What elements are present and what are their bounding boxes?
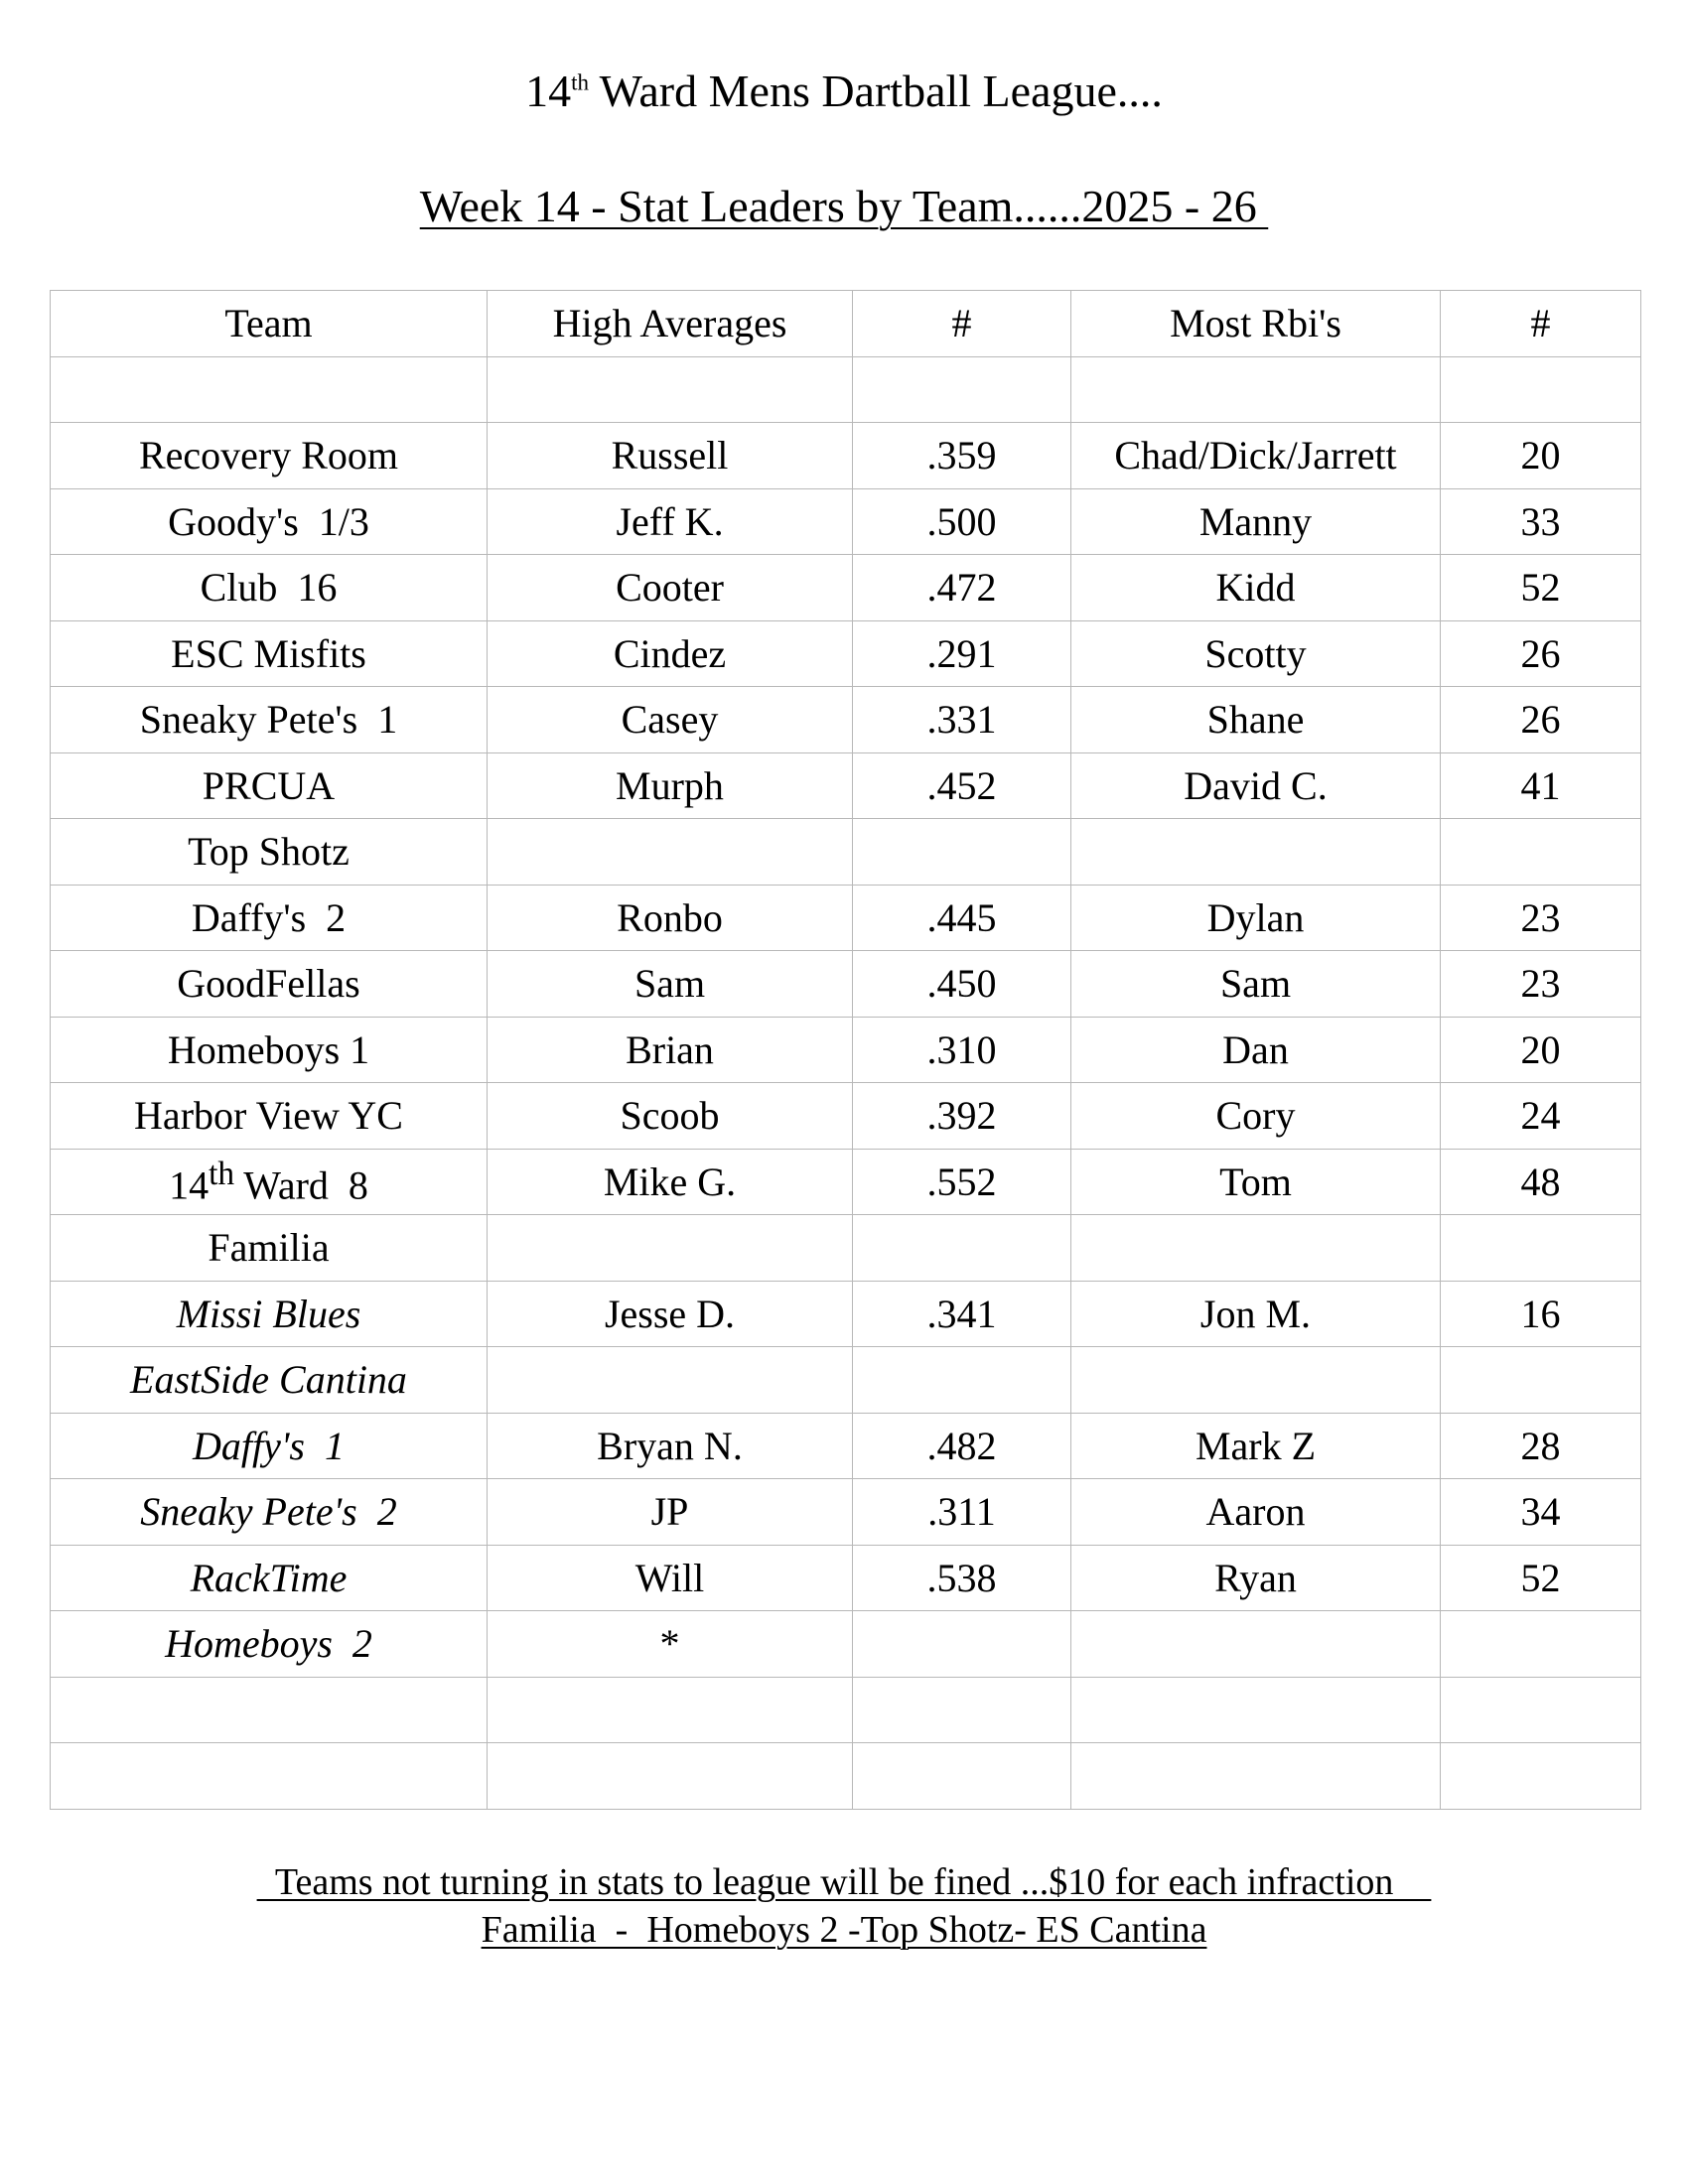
- high-average-player-cell: Jeff K.: [488, 488, 853, 555]
- table-row: [51, 1017, 1641, 1083]
- high-average-player-cell: [488, 1743, 853, 1810]
- high-average-player-cell: Casey: [488, 687, 853, 753]
- rbi-count-cell: 26: [1441, 620, 1641, 687]
- most-rbi-player-cell: Shane: [1071, 687, 1441, 753]
- most-rbi-player-cell: [1071, 1677, 1441, 1743]
- most-rbi-player-cell: Jon M.: [1071, 1281, 1441, 1347]
- average-value-cell: .291: [853, 620, 1071, 687]
- column-header-most-rbis: Most Rbi's: [1071, 291, 1441, 357]
- rbi-count-cell: 34: [1441, 1479, 1641, 1546]
- table-row: [51, 1677, 1641, 1743]
- team-cell: Homeboys 2: [51, 1611, 488, 1678]
- high-average-player-cell: Mike G.: [488, 1149, 853, 1215]
- offending-teams: [0, 1906, 1688, 1954]
- table-row: [51, 1611, 1641, 1678]
- most-rbi-player-cell: Dan: [1071, 1017, 1441, 1083]
- team-name-rest: Ward 8: [234, 1161, 368, 1207]
- team-cell: Familia: [51, 1215, 488, 1282]
- average-value-cell: [853, 356, 1071, 423]
- fine-notice: [0, 1858, 1688, 1906]
- rbi-count-cell: 16: [1441, 1281, 1641, 1347]
- most-rbi-player-cell: Ryan: [1071, 1545, 1441, 1611]
- offending-teams-text: Familia - Homeboys 2 -Top Shotz- ES Cantina: [481, 1909, 1207, 1951]
- most-rbi-player-cell: [1071, 1611, 1441, 1678]
- team-cell: ESC Misfits: [51, 620, 488, 687]
- rbi-count-cell: 52: [1441, 1545, 1641, 1611]
- table-row: [51, 885, 1641, 951]
- high-average-player-cell: JP: [488, 1479, 853, 1546]
- rbi-count-cell: 48: [1441, 1149, 1641, 1215]
- average-value-cell: .482: [853, 1413, 1071, 1479]
- rbi-count-cell: 24: [1441, 1083, 1641, 1150]
- title-ordinal-suffix: th: [571, 69, 589, 95]
- most-rbi-player-cell: Scotty: [1071, 620, 1441, 687]
- table-row: [51, 555, 1641, 621]
- average-value-cell: .359: [853, 423, 1071, 489]
- high-average-player-cell: [488, 1347, 853, 1414]
- average-value-cell: [853, 819, 1071, 886]
- average-value-cell: .472: [853, 555, 1071, 621]
- team-cell: RackTime: [51, 1545, 488, 1611]
- team-ordinal-suffix: th: [209, 1155, 235, 1192]
- subtitle-text: Week 14 - Stat Leaders by Team......2025 - 26: [419, 181, 1269, 231]
- rbi-count-cell: 23: [1441, 951, 1641, 1018]
- page-title: [0, 62, 1688, 121]
- table-row: [51, 1281, 1641, 1347]
- page-subtitle: [0, 177, 1688, 236]
- most-rbi-player-cell: [1071, 356, 1441, 423]
- team-cell: PRCUA: [51, 752, 488, 819]
- high-average-player-cell: Scoob: [488, 1083, 853, 1150]
- table-row: [51, 752, 1641, 819]
- high-average-player-cell: Murph: [488, 752, 853, 819]
- rbi-count-cell: [1441, 1215, 1641, 1282]
- rbi-count-cell: [1441, 1611, 1641, 1678]
- average-value-cell: .500: [853, 488, 1071, 555]
- most-rbi-player-cell: Sam: [1071, 951, 1441, 1018]
- table-row: [51, 488, 1641, 555]
- team-cell: Goody's 1/3: [51, 488, 488, 555]
- high-average-player-cell: Sam: [488, 951, 853, 1018]
- table-row: [51, 356, 1641, 423]
- most-rbi-player-cell: [1071, 1347, 1441, 1414]
- high-average-player-cell: Russell: [488, 423, 853, 489]
- team-cell: Homeboys 1: [51, 1017, 488, 1083]
- average-value-cell: [853, 1677, 1071, 1743]
- rbi-count-cell: [1441, 819, 1641, 886]
- table-header-row: [51, 291, 1641, 357]
- title-ordinal-number: 14: [525, 66, 572, 116]
- rbi-count-cell: 20: [1441, 423, 1641, 489]
- rbi-count-cell: 52: [1441, 555, 1641, 621]
- average-value-cell: .445: [853, 885, 1071, 951]
- table-row: [51, 1743, 1641, 1810]
- rbi-count-cell: 26: [1441, 687, 1641, 753]
- rbi-count-cell: [1441, 1677, 1641, 1743]
- stat-leaders-table: [50, 290, 1641, 1810]
- table-row: [51, 1149, 1641, 1215]
- high-average-player-cell: Cindez: [488, 620, 853, 687]
- most-rbi-player-cell: Chad/Dick/Jarrett: [1071, 423, 1441, 489]
- team-cell: Recovery Room: [51, 423, 488, 489]
- title-text: Ward Mens Dartball League....: [588, 66, 1163, 116]
- average-value-cell: [853, 1743, 1071, 1810]
- average-value-cell: [853, 1347, 1071, 1414]
- rbi-count-cell: 41: [1441, 752, 1641, 819]
- table-row: [51, 1215, 1641, 1282]
- high-average-player-cell: Jesse D.: [488, 1281, 853, 1347]
- team-cell: Sneaky Pete's 2: [51, 1479, 488, 1546]
- average-value-cell: .450: [853, 951, 1071, 1018]
- table-row: [51, 1479, 1641, 1546]
- table-row: [51, 620, 1641, 687]
- team-cell: Daffy's 1: [51, 1413, 488, 1479]
- high-average-player-cell: [488, 356, 853, 423]
- most-rbi-player-cell: Dylan: [1071, 885, 1441, 951]
- team-cell: [51, 1149, 488, 1215]
- team-cell: EastSide Cantina: [51, 1347, 488, 1414]
- average-value-cell: .538: [853, 1545, 1071, 1611]
- average-value-cell: [853, 1611, 1071, 1678]
- table-row: [51, 951, 1641, 1018]
- high-average-player-cell: [488, 1215, 853, 1282]
- most-rbi-player-cell: David C.: [1071, 752, 1441, 819]
- most-rbi-player-cell: Cory: [1071, 1083, 1441, 1150]
- team-cell: [51, 356, 488, 423]
- table-body: [51, 356, 1641, 1809]
- table-row: [51, 1545, 1641, 1611]
- most-rbi-player-cell: Kidd: [1071, 555, 1441, 621]
- column-header-rbi-number: #: [1441, 291, 1641, 357]
- high-average-player-cell: Ronbo: [488, 885, 853, 951]
- most-rbi-player-cell: [1071, 1215, 1441, 1282]
- most-rbi-player-cell: Tom: [1071, 1149, 1441, 1215]
- team-cell: Missi Blues: [51, 1281, 488, 1347]
- team-cell: [51, 1743, 488, 1810]
- team-cell: [51, 1677, 488, 1743]
- rbi-count-cell: 28: [1441, 1413, 1641, 1479]
- table-row: [51, 1347, 1641, 1414]
- average-value-cell: .310: [853, 1017, 1071, 1083]
- average-value-cell: .331: [853, 687, 1071, 753]
- high-average-player-cell: Brian: [488, 1017, 853, 1083]
- average-value-cell: .311: [853, 1479, 1071, 1546]
- rbi-count-cell: [1441, 356, 1641, 423]
- team-ordinal-number: 14: [169, 1161, 210, 1207]
- rbi-count-cell: 33: [1441, 488, 1641, 555]
- high-average-player-cell: *: [488, 1611, 853, 1678]
- most-rbi-player-cell: Mark Z: [1071, 1413, 1441, 1479]
- average-value-cell: .452: [853, 752, 1071, 819]
- high-average-player-cell: Will: [488, 1545, 853, 1611]
- fine-notice-text: Teams not turning in stats to league will be fined ...$10 for each infraction: [256, 1861, 1432, 1903]
- most-rbi-player-cell: [1071, 819, 1441, 886]
- rbi-count-cell: 23: [1441, 885, 1641, 951]
- most-rbi-player-cell: Aaron: [1071, 1479, 1441, 1546]
- high-average-player-cell: [488, 819, 853, 886]
- high-average-player-cell: [488, 1677, 853, 1743]
- team-cell: Sneaky Pete's 1: [51, 687, 488, 753]
- column-header-average-number: #: [853, 291, 1071, 357]
- table-row: [51, 1083, 1641, 1150]
- team-cell: Top Shotz: [51, 819, 488, 886]
- table-row: [51, 1413, 1641, 1479]
- average-value-cell: .392: [853, 1083, 1071, 1150]
- table-row: [51, 687, 1641, 753]
- rbi-count-cell: [1441, 1743, 1641, 1810]
- table-row: [51, 423, 1641, 489]
- team-cell: Harbor View YC: [51, 1083, 488, 1150]
- column-header-high-averages: High Averages: [488, 291, 853, 357]
- most-rbi-player-cell: [1071, 1743, 1441, 1810]
- rbi-count-cell: [1441, 1347, 1641, 1414]
- average-value-cell: .552: [853, 1149, 1071, 1215]
- high-average-player-cell: Cooter: [488, 555, 853, 621]
- high-average-player-cell: Bryan N.: [488, 1413, 853, 1479]
- team-cell: Club 16: [51, 555, 488, 621]
- team-cell: GoodFellas: [51, 951, 488, 1018]
- average-value-cell: [853, 1215, 1071, 1282]
- average-value-cell: .341: [853, 1281, 1071, 1347]
- most-rbi-player-cell: Manny: [1071, 488, 1441, 555]
- rbi-count-cell: 20: [1441, 1017, 1641, 1083]
- column-header-team: Team: [51, 291, 488, 357]
- table-row: [51, 819, 1641, 886]
- team-cell: Daffy's 2: [51, 885, 488, 951]
